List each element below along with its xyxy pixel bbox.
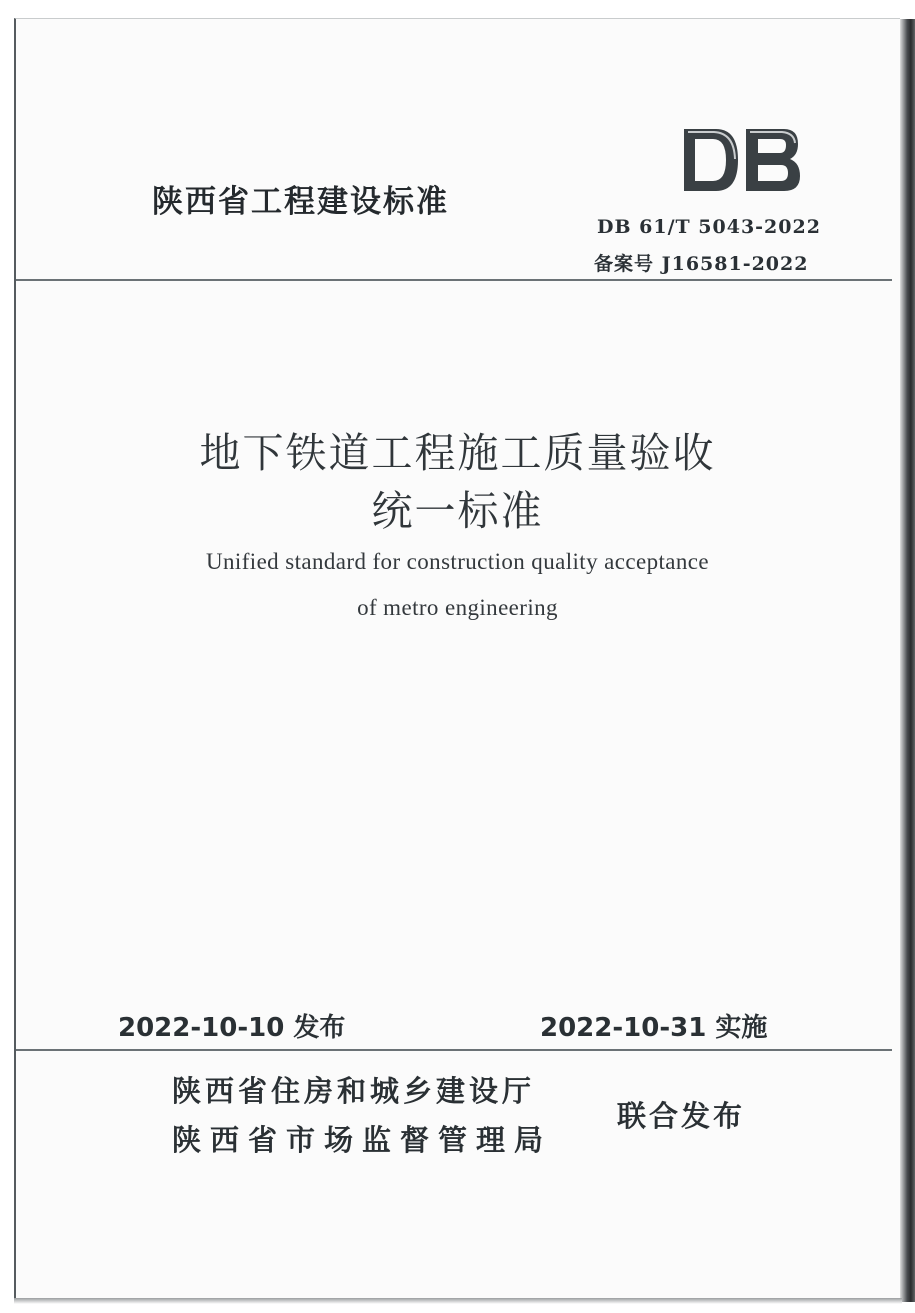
standard-category: 陕西省工程建设标准: [152, 184, 449, 220]
issuer-line2: 陕西省市场监督管理局: [172, 1123, 553, 1157]
footer-divider: [16, 1049, 892, 1051]
binding-edge: [900, 19, 915, 1302]
issue-date: 2022-10-10 发布: [118, 1013, 346, 1043]
db-logo: [680, 125, 802, 195]
bottom-shadow: [14, 1298, 902, 1304]
title-cn-line2: 统一标准: [371, 487, 544, 535]
joint-issue-label: 联合发布: [617, 1099, 746, 1133]
standard-number: DB 61/T 5043-2022: [597, 216, 821, 238]
db-logo-graphic: [680, 125, 802, 195]
title-en-line1: Unified standard for construction quality acceptance: [206, 549, 709, 574]
record-number: 备案号 J16581-2022: [594, 253, 809, 275]
title-cn-line1: 地下铁道工程施工质量验收: [199, 429, 716, 477]
implement-date: 2022-10-31 实施: [540, 1013, 768, 1043]
issuer-line1: 陕西省住房和城乡建设厅: [172, 1074, 536, 1108]
header-divider: [16, 279, 892, 281]
title-en-line2: of metro engineering: [357, 595, 558, 620]
